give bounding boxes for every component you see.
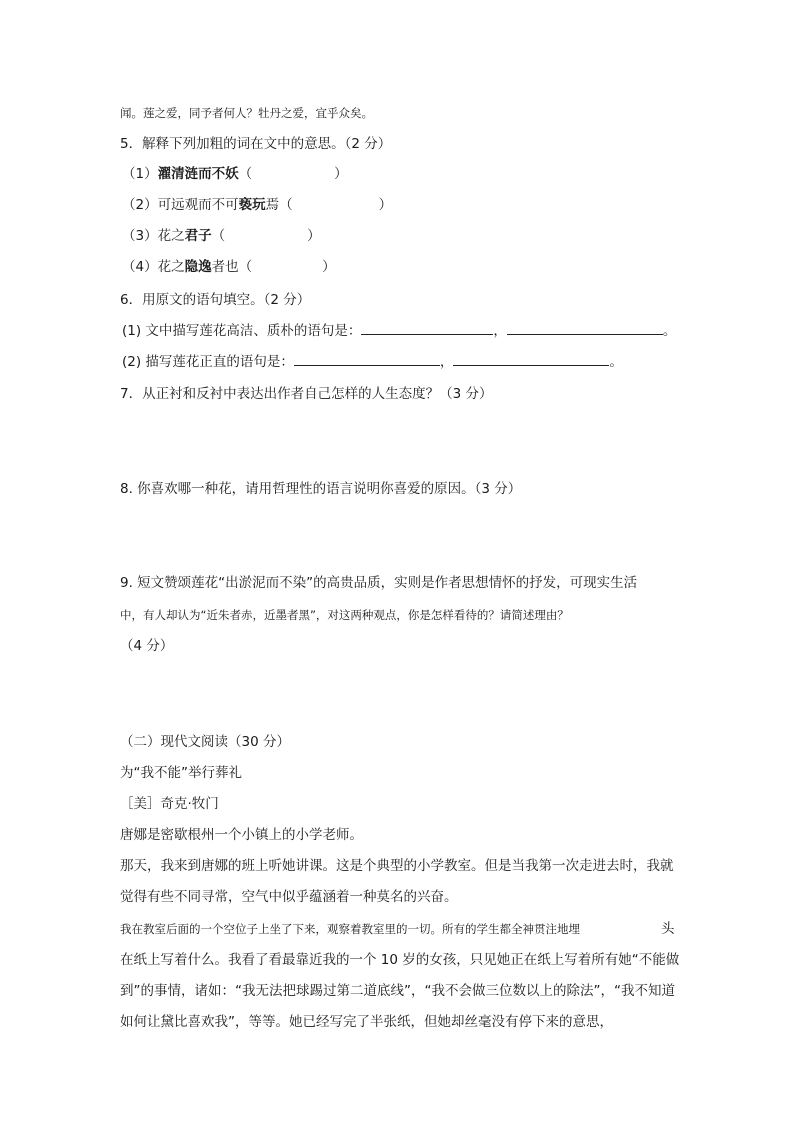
paragraph-3-line-1: 我在教室后面的一个空位子上坐了下来，观察着教室里的一切。所有的学生都全神贯注地埋	[120, 922, 580, 936]
question-5-item-1: （1）濯清涟而不妖（ ）	[122, 166, 348, 182]
bold-word: 隐逸	[184, 259, 212, 275]
question-6-item-1: (1) 文中描写莲花高洁、质朴的语句是： ， 。	[122, 323, 677, 339]
question-5-item-4: （4）花之隐逸者也（ ）	[122, 259, 336, 275]
paragraph-2-line-2: 觉得有些不同寻常，空气中似乎蕴涵着一种莫名的兴奋。	[120, 889, 458, 905]
paragraph-3-line-1-end: 头	[661, 921, 675, 937]
answer-blank[interactable]	[361, 322, 493, 335]
paragraph-3-line-2: 在纸上写着什么。我看了看最靠近我的一个 10 岁的女孩，只见她正在纸上写着所有她“不能做	[120, 952, 680, 968]
paragraph-3-line-3: 到”的事情，诸如：“我无法把球踢过第二道底线”，“我不会做三位数以上的除法”，“我不知道	[120, 983, 675, 999]
question-8: 8. 你喜欢哪一种花，请用哲理性的语言说明你喜爱的原因。（3 分）	[120, 481, 522, 497]
question-9-line-1: 9. 短文赞颂莲花“出淤泥而不染”的高贵品质，实则是作者思想情怀的抒发，可现实生活	[120, 575, 638, 591]
article-title: 为“我不能”举行葬礼	[120, 765, 242, 781]
question-5: 5．解释下列加粗的词在文中的意思。（2 分）	[120, 136, 392, 152]
paragraph-2-line-1: 那天，我来到唐娜的班上听她讲课。这是个典型的小学教室。但是当我第一次走进去时，我就	[120, 858, 674, 874]
question-5-item-3: （3）花之君子（ ）	[122, 228, 321, 244]
bold-word: 君子	[184, 228, 212, 244]
passage-last-line: 闻。莲之爱，同予者何人？牡丹之爱，宜乎众矣。	[120, 106, 373, 120]
answer-blank[interactable]	[507, 322, 663, 335]
question-9-line-2: 中，有人却认为“近朱者赤，近墨者黑”，对这两种观点，你是怎样看待的？请简述理由？	[120, 608, 569, 622]
section-heading: （二）现代文阅读（30 分）	[120, 734, 290, 750]
answer-blank[interactable]	[294, 353, 440, 366]
paragraph-1: 唐娜是密歇根州一个小镇上的小学老师。	[120, 827, 363, 843]
bold-word: 濯清涟而不妖	[157, 166, 239, 182]
article-author: ［美］奇克·牧门	[120, 796, 219, 812]
answer-blank[interactable]	[453, 353, 609, 366]
question-6: 6．用原文的语句填空。（2 分）	[120, 292, 311, 308]
question-5-item-2: （2）可远观而不可亵玩焉（ ）	[122, 197, 393, 213]
question-9-score: （4 分）	[120, 638, 174, 654]
paragraph-3-line-4: 如何让黛比喜欢我”，等等。她已经写完了半张纸，但她却丝毫没有停下来的意思，	[120, 1014, 613, 1030]
bold-word: 亵玩	[238, 197, 266, 213]
question-7: 7．从正衬和反衬中表达出作者自己怎样的人生态度？（3 分）	[120, 386, 493, 402]
question-6-item-2: (2) 描写莲花正直的语句是： ， 。	[122, 354, 623, 370]
